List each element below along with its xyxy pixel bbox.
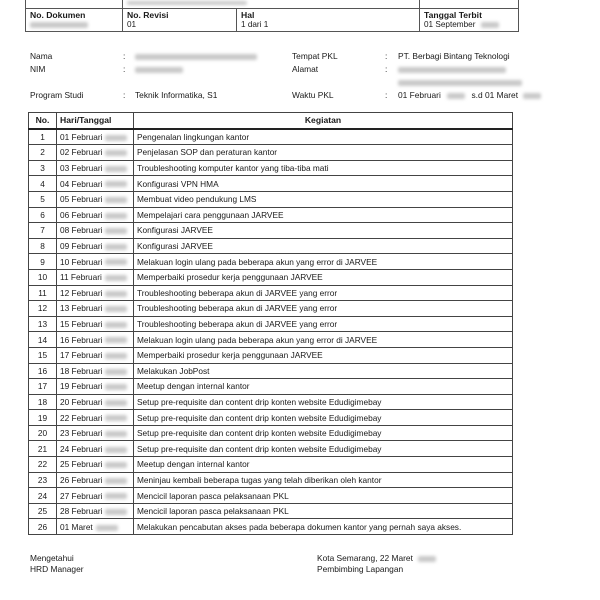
row-activity: Penjelasan SOP dan peraturan kantor (134, 145, 513, 161)
row-number: 1 (29, 129, 57, 145)
row-number: 18 (29, 394, 57, 410)
row-date-text: 05 Februari (60, 194, 103, 205)
field-supervisor-label: Pembimbing Lapangan (317, 564, 404, 574)
table-row (29, 254, 513, 270)
page-cell (237, 9, 420, 32)
row-activity: Konfigurasi VPN HMA (134, 176, 513, 192)
page-label: Hal (241, 10, 255, 20)
row-number: 17 (29, 379, 57, 395)
row-date (57, 457, 134, 473)
study-program-value: Teknik Informatika, S1 (135, 90, 218, 100)
row-activity: Troubleshooting beberapa akun di JARVEE yang error (134, 301, 513, 317)
redacted-year (96, 525, 118, 531)
issue-date-cell (420, 9, 519, 32)
row-date-text: 22 Februari (60, 412, 103, 423)
row-date (57, 519, 134, 535)
page-value: 1 dari 1 (241, 20, 269, 29)
row-number: 21 (29, 441, 57, 457)
row-date (57, 223, 134, 239)
row-number: 7 (29, 223, 57, 239)
document-control-row (26, 9, 519, 32)
row-date-text: 27 Februari (60, 490, 103, 501)
internship-place-value: PT. Berbagi Bintang Teknologi (398, 51, 510, 61)
row-date (57, 301, 134, 317)
row-date-text: 06 Februari (60, 209, 103, 220)
colon: : (123, 90, 126, 100)
row-activity: Meetup dengan internal kantor (134, 379, 513, 395)
table-row (29, 519, 513, 535)
row-date (57, 269, 134, 285)
row-date-text: 25 Februari (60, 459, 103, 470)
row-number: 23 (29, 472, 57, 488)
redacted-year (105, 431, 127, 437)
table-row (29, 176, 513, 192)
row-date (57, 363, 134, 379)
blank-cell (420, 0, 519, 9)
revision-value: 01 (127, 20, 137, 29)
redacted-year (105, 462, 127, 468)
study-program-label: Program Studi (30, 90, 84, 100)
row-number: 6 (29, 207, 57, 223)
table-row (29, 441, 513, 457)
row-date (57, 285, 134, 301)
redacted-name (135, 54, 257, 60)
row-number: 19 (29, 410, 57, 426)
row-number: 9 (29, 254, 57, 270)
row-number: 25 (29, 503, 57, 519)
colon: : (385, 90, 388, 100)
doc-number-cell (26, 9, 123, 32)
row-date-text: 15 Februari (60, 319, 103, 330)
name-label: Nama (30, 51, 53, 61)
document-title-cell (123, 0, 420, 9)
row-date (57, 160, 134, 176)
period-end: s.d 01 Maret (471, 90, 519, 100)
row-activity: Troubleshooting komputer kantor yang tiba-tiba mati (134, 160, 513, 176)
redacted-year (105, 197, 127, 203)
row-date-text: 02 Februari (60, 147, 103, 158)
row-date-text: 11 Februari (60, 272, 102, 283)
row-date-text: 18 Februari (60, 365, 103, 376)
logo-cell (26, 0, 123, 9)
table-row (29, 379, 513, 395)
row-date (57, 503, 134, 519)
row-activity: Melakuan login ulang pada beberapa akun yang error di JARVEE (134, 254, 513, 270)
row-number: 5 (29, 191, 57, 207)
redacted-year (481, 22, 499, 28)
row-activity: Melakukan pencabutan akses pada beberapa dokumen kantor yang pernah saya akses. (134, 519, 513, 535)
redacted-year (105, 291, 127, 297)
table-row (29, 301, 513, 317)
row-activity: Troubleshooting beberapa akun di JARVEE yang error (134, 285, 513, 301)
table-row (29, 269, 513, 285)
activity-log-table (28, 112, 513, 535)
redacted-address-line1 (398, 67, 506, 73)
row-date (57, 472, 134, 488)
row-number: 16 (29, 363, 57, 379)
row-activity: Memperbaiki prosedur kerja penggunaan JARVEE (134, 269, 513, 285)
row-activity: Membuat video pendukung LMS (134, 191, 513, 207)
colon: : (385, 51, 388, 61)
row-number: 12 (29, 301, 57, 317)
row-date-text: 10 Februari (60, 256, 103, 267)
period-start: 01 Februari (398, 90, 441, 100)
row-date-text: 26 Februari (60, 474, 103, 485)
table-row (29, 145, 513, 161)
table-row (29, 488, 513, 504)
table-row (29, 347, 513, 363)
row-date (57, 410, 134, 426)
redacted-year (105, 135, 127, 141)
row-number: 3 (29, 160, 57, 176)
row-date (57, 316, 134, 332)
doc-number-label: No. Dokumen (30, 10, 86, 20)
table-row (29, 207, 513, 223)
redacted-year (523, 93, 541, 99)
document-control-table (25, 0, 519, 32)
row-date (57, 145, 134, 161)
table-row (29, 425, 513, 441)
row-number: 4 (29, 176, 57, 192)
row-activity: Troubleshooting beberapa akun di JARVEE yang error (134, 316, 513, 332)
row-date (57, 191, 134, 207)
redacted-year (105, 275, 127, 281)
row-activity: Setup pre-requisite dan content drip konten website Edudigimebay (134, 425, 513, 441)
row-date-text: 24 Februari (60, 443, 103, 454)
row-activity: Melakuan login ulang pada beberapa akun yang error di JARVEE (134, 332, 513, 348)
redacted-year (105, 369, 127, 375)
row-number: 8 (29, 238, 57, 254)
table-row (29, 410, 513, 426)
row-number: 2 (29, 145, 57, 161)
table-row (29, 503, 513, 519)
column-header-activity: Kegiatan (134, 113, 513, 129)
colon: : (123, 64, 126, 74)
table-row (29, 316, 513, 332)
redacted-year (105, 493, 127, 499)
row-date-text: 28 Februari (60, 506, 103, 517)
revision-label: No. Revisi (127, 10, 169, 20)
row-date (57, 425, 134, 441)
row-date-text: 04 Februari (60, 178, 103, 189)
row-date-text: 01 Februari (60, 131, 103, 142)
row-date-text: 08 Februari (60, 225, 103, 236)
row-number: 15 (29, 347, 57, 363)
footer-left (30, 553, 84, 575)
row-date (57, 488, 134, 504)
redacted-year (105, 181, 127, 187)
row-activity: Memperbaiki prosedur kerja penggunaan JARVEE (134, 347, 513, 363)
redacted-year (105, 259, 127, 265)
row-activity: Mencicil laporan pasca pelaksanaan PKL (134, 488, 513, 504)
row-number: 14 (29, 332, 57, 348)
row-date (57, 254, 134, 270)
signing-place-date: Kota Semarang, 22 Maret (317, 553, 413, 563)
activity-rows (29, 129, 513, 535)
redacted-nim (135, 67, 183, 73)
row-number: 10 (29, 269, 57, 285)
row-activity: Konfigurasi JARVEE (134, 238, 513, 254)
colon: : (123, 51, 126, 61)
footer-right (317, 553, 436, 575)
redacted-year (105, 509, 127, 515)
nim-label: NIM (30, 64, 46, 74)
row-date (57, 332, 134, 348)
row-date (57, 441, 134, 457)
table-row (29, 363, 513, 379)
table-row (29, 223, 513, 239)
redacted-year (105, 353, 127, 359)
redacted-year (105, 447, 127, 453)
row-number: 22 (29, 457, 57, 473)
row-activity: Setup pre-requisite dan content drip konten website Edudigimebay (134, 394, 513, 410)
table-row (29, 457, 513, 473)
table-header-row (29, 113, 513, 129)
row-date-text: 16 Februari (60, 334, 103, 345)
row-date-text: 20 Februari (60, 396, 103, 407)
redacted-year (105, 478, 127, 484)
row-date-text: 01 Maret (60, 521, 93, 532)
row-number: 11 (29, 285, 57, 301)
row-number: 20 (29, 425, 57, 441)
redacted-year (105, 337, 127, 343)
table-row (29, 191, 513, 207)
row-date-text: 03 Februari (60, 163, 103, 174)
row-date (57, 379, 134, 395)
redacted-year (105, 400, 127, 406)
internship-period-value (398, 90, 541, 100)
row-date-text: 19 Februari (60, 381, 103, 392)
redacted-address-line2 (398, 80, 522, 86)
row-date-text: 17 Februari (60, 350, 103, 361)
acknowledged-label: Mengetahui (30, 553, 74, 563)
redacted-year (105, 306, 127, 312)
row-date (57, 347, 134, 363)
row-date-text: 09 Februari (60, 241, 103, 252)
row-number: 26 (29, 519, 57, 535)
redacted-year (105, 213, 127, 219)
redacted-year (418, 556, 436, 562)
row-activity: Melakukan JobPost (134, 363, 513, 379)
row-date (57, 207, 134, 223)
row-date-text: 23 Februari (60, 428, 103, 439)
row-activity: Konfigurasi JARVEE (134, 223, 513, 239)
row-activity: Meetup dengan internal kantor (134, 457, 513, 473)
row-date-text: 12 Februari (60, 287, 103, 298)
issue-date-label: Tanggal Terbit (424, 10, 482, 20)
revision-cell (123, 9, 237, 32)
row-number: 24 (29, 488, 57, 504)
row-date (57, 394, 134, 410)
row-number: 13 (29, 316, 57, 332)
redacted-year (105, 150, 127, 156)
row-activity: Setup pre-requisite dan content drip konten website Edudigimebay (134, 441, 513, 457)
table-row (29, 472, 513, 488)
table-row (29, 238, 513, 254)
internship-period-label: Waktu PKL (292, 90, 334, 100)
row-activity: Mencicil laporan pasca pelaksanaan PKL (134, 503, 513, 519)
colon: : (385, 64, 388, 74)
table-row (29, 394, 513, 410)
redacted-year (105, 228, 127, 234)
row-activity: Setup pre-requisite dan content drip konten website Edudigimebay (134, 410, 513, 426)
address-label: Alamat (292, 64, 319, 74)
table-row (29, 129, 513, 145)
redacted-year (105, 166, 127, 172)
row-date (57, 176, 134, 192)
redacted-year (105, 322, 127, 328)
redacted-doc-number (30, 22, 88, 28)
row-date (57, 129, 134, 145)
issue-date-value: 01 September (424, 20, 476, 29)
redacted-year (105, 384, 127, 390)
internship-place-label: Tempat PKL (292, 51, 338, 61)
column-header-date: Hari/Tanggal (57, 113, 134, 129)
redacted-year (105, 244, 127, 250)
row-activity: Meninjau kembali beberapa tugas yang telah diberikan oleh kantor (134, 472, 513, 488)
row-activity: Pengenalan lingkungan kantor (134, 129, 513, 145)
table-row (29, 285, 513, 301)
redacted-year (447, 93, 465, 99)
column-header-no: No. (29, 113, 57, 129)
row-date (57, 238, 134, 254)
table-row (29, 160, 513, 176)
row-activity: Mempelajari cara penggunaan JARVEE (134, 207, 513, 223)
redacted-year (105, 415, 127, 421)
hrd-manager-label: HRD Manager (30, 564, 84, 574)
document-title-row (26, 0, 519, 9)
row-date-text: 13 Februari (60, 303, 103, 314)
table-row (29, 332, 513, 348)
redacted-title (127, 1, 247, 5)
